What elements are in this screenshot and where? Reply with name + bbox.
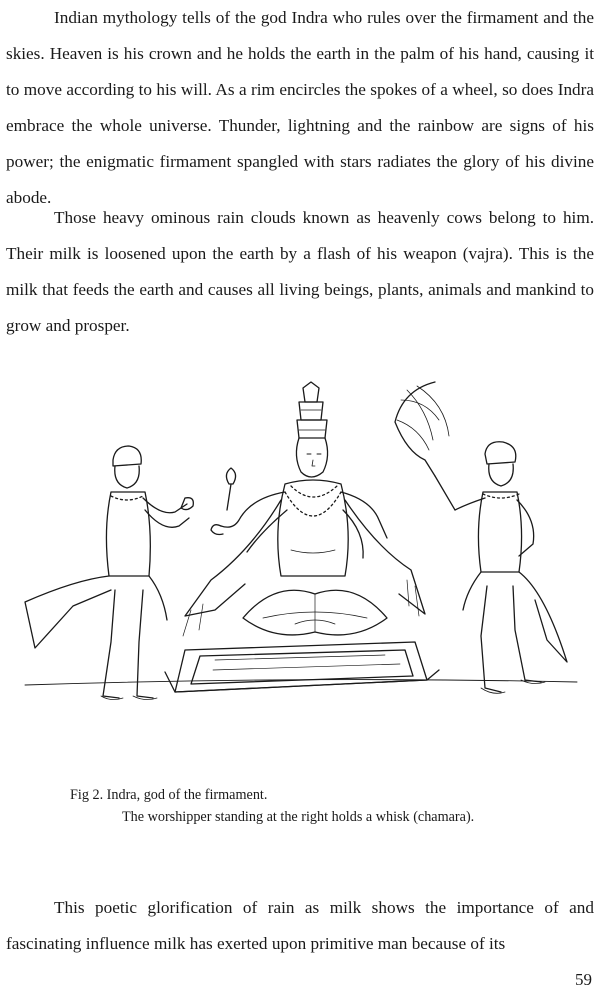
paragraph-1 <box>6 0 594 216</box>
paragraph-2 <box>6 200 594 344</box>
throne-platform <box>165 642 439 692</box>
paragraph-3-text: This poetic glorification of rain as milk shows the importance of and fascinating influence milk has exerted upon primitive man because of its <box>6 898 594 953</box>
right-worshipper-with-whisk <box>395 382 567 693</box>
paragraph-2-text: Those heavy ominous rain clouds known as heavenly cows belong to him. Their milk is loosened upon the earth by a flash of his weapon (vajra). This is the milk that feeds the earth and causes all living beings, plants, animals and mankind to grow and prosper. <box>6 208 594 335</box>
indra-figure <box>183 382 425 636</box>
paragraph-1-text: Indian mythology tells of the god Indra who rules over the firmament and the skies. Heaven is his crown and he holds the earth in the palm of his hand, causing it to move according to his will. As a rim encircles the spokes of a wheel, so does Indra embrace the whole universe. Thunder, lightning and the rainbow are signs of his power; the enigmatic firmament spangled with stars radiates the glory of his divine abode. <box>6 8 594 207</box>
page-number: 59 <box>575 970 592 989</box>
figure-caption <box>70 784 590 828</box>
caption-line-2: The worshipper standing at the right holds a whisk (chamara). <box>122 809 475 825</box>
paragraph-3 <box>6 890 594 962</box>
left-worshipper <box>25 446 193 700</box>
caption-line-1: Fig 2. Indra, god of the firmament. <box>70 787 268 803</box>
indra-illustration <box>15 380 587 760</box>
